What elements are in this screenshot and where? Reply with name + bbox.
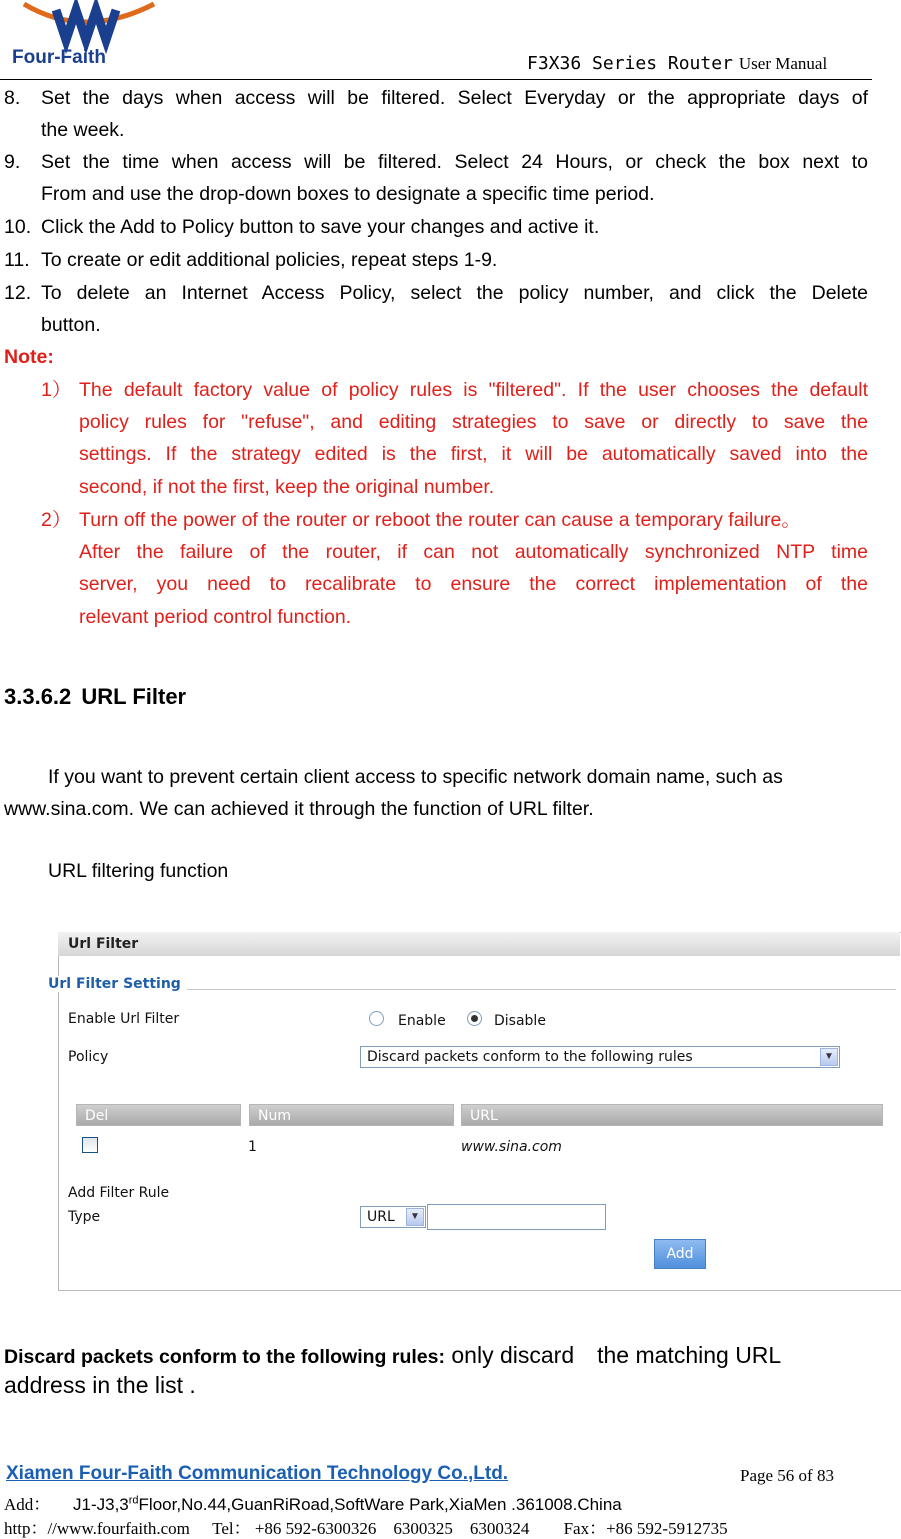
add-filter-rule-label: Add Filter Rule — [68, 1185, 170, 1201]
type-value: URL — [367, 1209, 395, 1225]
rules-term: Discard packets conform to the following rules: — [4, 1346, 445, 1368]
step-text: Set the days when access will be filtered. Select Everyday or the appropriate days of — [41, 87, 868, 109]
step-number: 11. — [4, 249, 30, 271]
type-label: Type — [68, 1209, 101, 1225]
enable-url-filter-label: Enable Url Filter — [68, 1011, 180, 1027]
rules-explanation: only discard the matching URL — [445, 1342, 782, 1368]
step-text: button. — [41, 314, 101, 336]
step-text: Set the time when access will be filtered. Select 24 Hours, or check the box next to — [41, 151, 868, 173]
chevron-down-icon: ▼ — [820, 1048, 838, 1066]
policy-value: Discard packets conform to the following rules — [367, 1049, 693, 1065]
address-sup: rd — [128, 1494, 139, 1507]
step-text: the week. — [41, 119, 125, 141]
section-heading — [4, 684, 186, 710]
address-prefix: Add： — [4, 1495, 51, 1514]
footer-company-link[interactable]: Xiamen Four-Faith Communication Technology Co.,Ltd. — [6, 1463, 509, 1484]
logo-text: Four-Faith — [12, 47, 106, 68]
disable-option-label: Disable — [494, 1013, 546, 1029]
step-text: To delete an Internet Access Policy, select the policy number, and click the Delete — [41, 282, 868, 304]
column-header-del: Del — [76, 1104, 241, 1126]
note-text: The default factory value of policy rules is "filtered". If the user chooses the default — [79, 379, 868, 401]
policy-label: Policy — [68, 1049, 109, 1065]
address-part-a: J1-J3,3 — [73, 1495, 129, 1514]
policy-select[interactable] — [360, 1046, 840, 1068]
step-number: 12. — [4, 282, 32, 304]
chevron-down-icon: ▼ — [406, 1208, 424, 1226]
disable-radio[interactable] — [467, 1011, 482, 1026]
legend-line — [187, 989, 896, 990]
company-logo — [4, 0, 169, 70]
header-divider — [0, 79, 872, 80]
delete-checkbox[interactable] — [82, 1137, 98, 1153]
note-text: second, if not the first, keep the original number. — [79, 476, 495, 498]
step-number: 9. — [4, 151, 21, 173]
enable-option-label: Enable — [398, 1013, 446, 1029]
page-number: Page 56 of 83 — [740, 1466, 834, 1485]
filter-setting-legend: Url Filter Setting — [48, 976, 185, 992]
column-header-url: URL — [461, 1104, 883, 1126]
step-text: To create or edit additional policies, repeat steps 1-9. — [41, 249, 498, 271]
figure-caption: URL filtering function — [48, 860, 229, 882]
header-title — [527, 53, 827, 74]
step-number: 8. — [4, 87, 21, 109]
note-label: Note: — [4, 346, 54, 368]
step-text: From and use the drop-down boxes to designate a specific time period. — [41, 183, 655, 205]
panel-title: Url Filter — [68, 936, 139, 952]
note-text: settings. If the strategy edited is the first, it will be automatically saved into the — [79, 443, 868, 465]
footer-tel: Tel： +86 592-6300326 6300325 6300324 — [212, 1519, 530, 1538]
note-text: policy rules for "refuse", and editing strategies to save or directly to save the — [79, 411, 868, 433]
address-part-b: Floor,No.44,GuanRiRoad,SoftWare Park,XiaMen .361008.China — [138, 1495, 622, 1514]
note-number: 1） — [41, 379, 72, 401]
note-text: relevant period control function. — [79, 606, 352, 628]
enable-radio[interactable] — [369, 1011, 384, 1026]
panel-title-bar — [58, 932, 900, 956]
intro-text: If you want to prevent certain client access to specific network domain name, such as — [48, 766, 783, 788]
rules-description — [4, 1337, 781, 1370]
section-title: URL Filter — [81, 684, 187, 709]
step-text: Click the Add to Policy button to save your changes and active it. — [41, 216, 600, 238]
note-text: Turn off the power of the router or reboot the router can cause a temporary failure。 — [79, 509, 801, 531]
note-number: 2） — [41, 509, 72, 531]
url-input[interactable] — [427, 1204, 606, 1230]
footer-website[interactable]: http：//www.fourfaith.com — [4, 1519, 190, 1538]
column-header-num: Num — [249, 1104, 454, 1126]
footer-contact — [4, 1514, 728, 1539]
product-title: F3X36 Series Router — [527, 53, 733, 74]
note-text: server, you need to recalibrate to ensure the correct implementation of the — [79, 573, 868, 595]
intro-text: www.sina.com. We can achieved it through the function of URL filter. — [4, 798, 594, 820]
step-number: 10. — [4, 216, 32, 238]
rules-explanation-cont: address in the list . — [4, 1372, 196, 1398]
manual-label: User Manual — [738, 54, 828, 73]
footer-address — [4, 1490, 622, 1515]
rule-url: www.sina.com — [461, 1139, 562, 1155]
rule-number: 1 — [248, 1139, 257, 1155]
note-text: After the failure of the router, if can not automatically synchronized NTP time — [79, 541, 868, 563]
type-select[interactable] — [360, 1206, 426, 1228]
section-number: 3.3.6.2 — [4, 684, 72, 709]
add-button[interactable]: Add — [654, 1239, 706, 1269]
footer-fax: Fax：+86 592-5912735 — [563, 1519, 728, 1538]
